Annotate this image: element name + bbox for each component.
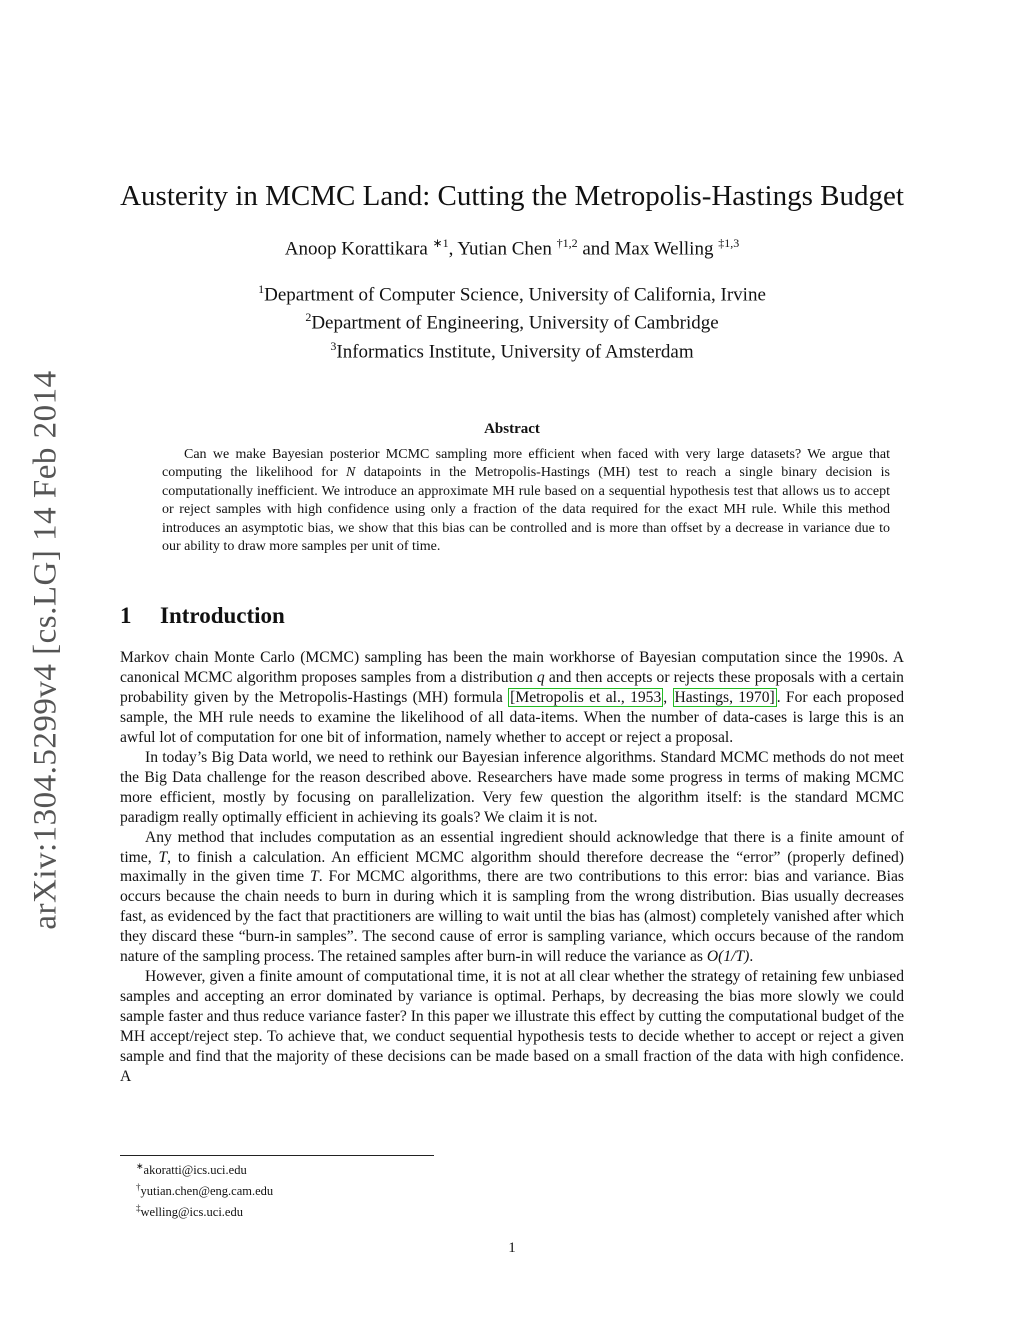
- paragraph-text: , to finish a calculation. An efficient MCMC algorithm should therefore decrease the “error” (properly defined) maximally in the given time: [120, 848, 904, 886]
- paragraph: In today’s Big Data world, we need to rethink our Bayesian inference algorithms. Standard MCMC methods do not meet the Big Data challenge for the reason described above. Researchers have made some progress in terms of making MCMC more efficient, mostly by focusing on parallelization. Very few question the algorithm itself: is the standard MCMC paradigm really optimally efficient in achieving its goals? We claim it is not.: [120, 748, 904, 826]
- affiliation-number: 3: [330, 338, 337, 353]
- footnote-email: welling@ics.uci.edu: [140, 1205, 243, 1220]
- abstract-text: datapoints in the Metropolis-Hastings (MH) test to reach a single binary decision is computationally inefficient. We introduce an approximate MH rule based on a sequential hypothesis test that allows us to accept or reject samples with high confidence using only a fraction of the data required for the exact MH rule. While this method introduces an asymptotic bias, we show that this bias can be controlled and is more than offset by a decrease in variance due to our ability to draw more samples per unit of time.: [162, 465, 890, 555]
- arxiv-identifier-stamp: arXiv:1304.5299v4 [cs.LG] 14 Feb 2014: [27, 370, 64, 930]
- affiliation: [0, 278, 1024, 306]
- author-name: Max Welling: [614, 238, 719, 260]
- math-variable: q: [536, 668, 545, 686]
- affiliation-text: Department of Engineering, University of Cambridge: [311, 312, 719, 334]
- math-expression: O(1/T): [706, 948, 750, 966]
- author-name: Yutian Chen: [457, 238, 557, 260]
- section-heading: [120, 603, 285, 629]
- author-list: [0, 236, 1024, 260]
- author-affiliation-mark: ∗1: [432, 236, 449, 250]
- section-number: 1: [120, 603, 132, 628]
- footnote-rule: [120, 1155, 434, 1156]
- footnote-mark: ‡: [136, 1203, 141, 1214]
- abstract-heading: Abstract: [484, 421, 540, 437]
- page-number: 1: [508, 1240, 516, 1256]
- paragraph-text: .: [749, 948, 754, 966]
- section-title: Introduction: [160, 603, 285, 628]
- paragraph: [120, 648, 904, 748]
- affiliation: [0, 335, 1024, 363]
- footnote: [136, 1200, 273, 1221]
- author-separator: ,: [448, 238, 458, 260]
- citation-link[interactable]: [Metropolis et al., 1953: [510, 688, 662, 706]
- introduction-body: [120, 648, 904, 1087]
- author-name: Anoop Korattikara: [284, 238, 433, 260]
- abstract-text: Can we make Bayesian posterior MCMC sampling more efficient when faced with very large datasets? We argue that computing the likelihood for: [162, 447, 890, 481]
- footnote: [136, 1158, 273, 1179]
- paper-title: Austerity in MCMC Land: Cutting the Metropolis-Hastings Budget: [120, 180, 904, 212]
- citation-separator: ,: [663, 688, 673, 706]
- author-separator: and: [577, 238, 615, 260]
- paragraph: [120, 828, 904, 968]
- footnote-email: yutian.chen@eng.cam.edu: [140, 1184, 274, 1199]
- citation-link[interactable]: Hastings, 1970]: [674, 688, 775, 706]
- footnote-mark: †: [136, 1182, 141, 1193]
- paragraph-text: Markov chain Monte Carlo (MCMC) sampling has been the main workhorse of Bayesian computation since the 1990s. A canonical MCMC algorithm proposes samples from a distribution: [120, 649, 904, 686]
- footnotes: [136, 1158, 273, 1221]
- author-affiliation-mark: †1,2: [556, 236, 578, 250]
- paragraph-text: . For each proposed sample, the MH rule needs to examine the likelihood of all data-items. When the number of data-cases is large this is an awful lot of computation for one bit of information, namely whether to accept or reject a proposal.: [120, 688, 904, 746]
- footnote-mark: ∗: [136, 1161, 144, 1171]
- affiliation: [0, 306, 1024, 334]
- abstract-paragraph: [162, 446, 890, 556]
- math-variable: T: [310, 868, 319, 886]
- affiliation-text: Informatics Institute, University of Amsterdam: [336, 340, 694, 362]
- math-variable: T: [158, 848, 168, 866]
- footnote-email: akoratti@ics.uci.edu: [143, 1163, 247, 1178]
- paragraph: However, given a finite amount of computational time, it is not at all clear whether the strategy of retaining few unbiased samples and accepting an error dominated by variance is optimal. Perhaps, by decreasing the bias more slowly we could sample faster and thus reduce variance faster? In this paper we illustrate this effect by cutting the computational budget of the MH accept/reject step. To achieve that, we conduct sequential hypothesis tests to decide whether to accept or reject a given sample and find that the majority of these decisions can be made based on a small fraction of the data with high confidence. A: [120, 968, 904, 1086]
- affiliation-number: 2: [305, 310, 312, 325]
- paragraph-text: and then accepts or rejects these proposals with a certain probability given by the Metropolis-Hastings (MH) formula: [120, 668, 904, 706]
- math-variable: N: [345, 465, 356, 481]
- paragraph-text: Any method that includes computation as an essential ingredient should acknowledge that there is a finite amount of time,: [120, 828, 904, 866]
- affiliation-number: 1: [258, 282, 265, 296]
- affiliation-list: [0, 278, 1024, 363]
- affiliation-text: Department of Computer Science, University of California, Irvine: [264, 284, 766, 306]
- paragraph-text: . For MCMC algorithms, there are two contributions to this error: bias and variance. Bias occurs because the chain needs to burn in during which it is sampling from the wrong distribution. Bias usually decreases fast, as evidenced by the fact that practitioners are willing to wait until the bias has (almost) completely vanished after which they discard these “burn-in samples”. The second cause of error is sampling variance, which occurs because of the random nature of the sampling process. The retained samples after burn-in will reduce the variance as: [120, 868, 904, 966]
- author-affiliation-mark: ‡1,3: [718, 236, 740, 250]
- footnote: [136, 1179, 273, 1200]
